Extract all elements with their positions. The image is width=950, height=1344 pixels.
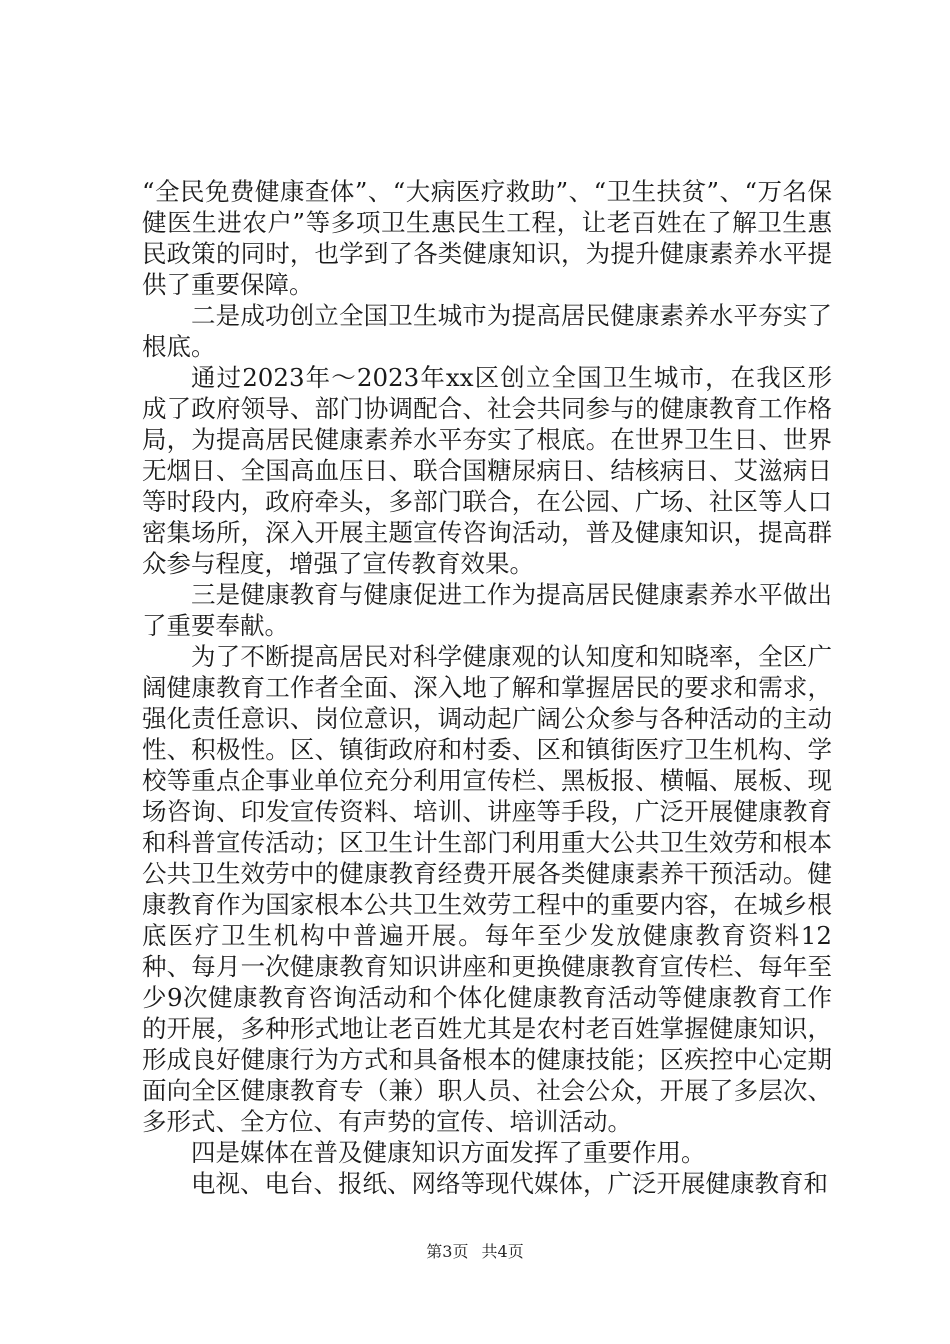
paragraph-point-two-body: 通过2023年～2023年xx区创立全国卫生城市，在我区形成了政府领导、部门协调配合、社会共同参与的健康教育工作格局，为提高居民健康素养水平夯实了根底。在世界卫生日、世界无烟日、全国高血压日、联合国糖尿病日、结核病日、艾滋病日等时段内，政府牵头，多部门联合，在公园、广场、社区等人口密集场所，深入开展主题宣传咨询活动，普及健康知识，提高群众参与程度，增强了宣传教育效果。: [142, 363, 832, 578]
paragraph-point-four-body: 电视、电台、报纸、网络等现代媒体，广泛开展健康教育和: [191, 1169, 828, 1198]
page-number: 第3页: [426, 1242, 469, 1261]
paragraph-heading-point-three: 三是健康教育与健康促进工作为提高居民健康素养水平做出了重要奉献。: [142, 580, 832, 640]
paragraph-intro-continuation: “全民免费健康查体”、“大病医疗救助”、“卫生扶贫”、“万名保健医生进农户”等多项卫生惠民生工程，让老百姓在了解卫生惠民政策的同时，也学到了各类健康知识，为提升健康素养水平提供了重要保障。: [142, 177, 832, 299]
paragraph-heading-point-two: 二是成功创立全国卫生城市为提高居民健康素养水平夯实了根底。: [142, 301, 832, 361]
page-total: 共4页: [481, 1242, 524, 1261]
paragraph-point-three-body: 为了不断提高居民对科学健康观的认知度和知晓率，全区广阔健康教育工作者全面、深入地了解和掌握居民的要求和需求，强化责任意识、岗位意识，调动起广阔公众参与各种活动的主动性、积极性。区、镇街政府和村委、区和镇街医疗卫生机构、学校等重点企事业单位充分利用宣传栏、黑板报、横幅、展板、现场咨询、印发宣传资料、培训、讲座等手段，广泛开展健康教育和科普宣传活动；区卫生计生部门利用重大公共卫生效劳和根本公共卫生效劳中的健康教育经费开展各类健康素养干预活动。健康教育作为国家根本公共卫生效劳工程中的重要内容，在城乡根底医疗卫生机构中普遍开展。每年至少发放健康教育资料12种、每月一次健康教育知识讲座和更换健康教育宣传栏、每年至少9次健康教育咨询活动和个体化健康教育活动等健康教育工作的开展，多种形式地让老百姓尤其是农村老百姓掌握健康知识，形成良好健康行为方式和具备根本的健康技能；区疾控中心定期面向全区健康教育专（兼）职人员、社会公众，开展了多层次、多形式、全方位、有声势的宣传、培训活动。: [142, 642, 832, 1136]
document-body: [142, 176, 832, 1199]
page-footer: [0, 1242, 950, 1262]
paragraph-heading-point-four: 四是媒体在普及健康知识方面发挥了重要作用。: [191, 1138, 706, 1167]
